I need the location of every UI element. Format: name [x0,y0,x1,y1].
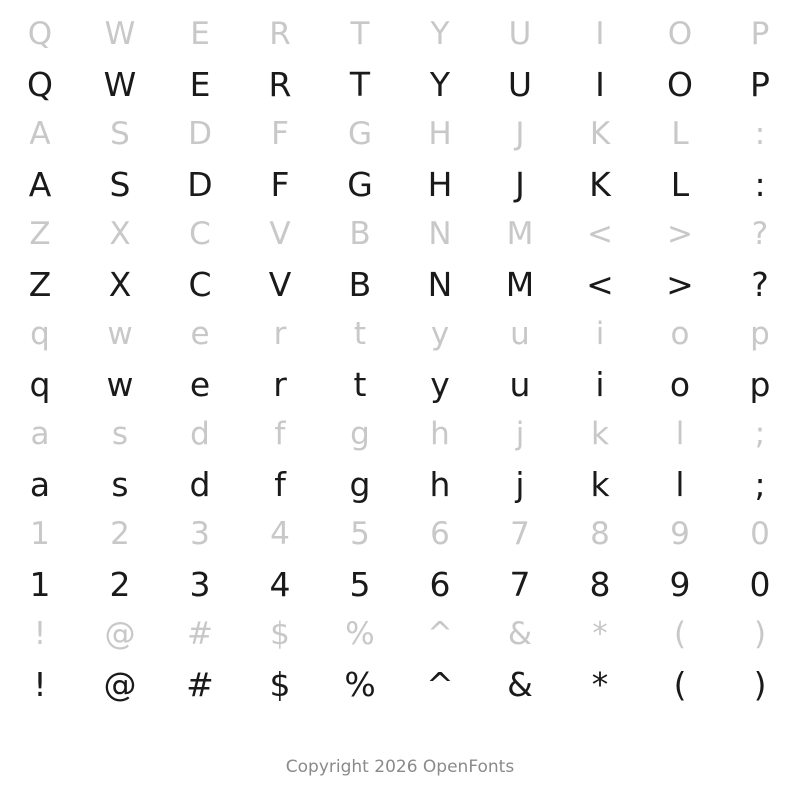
glyph-cell: P [750,16,770,52]
glyph-cell: G [347,165,373,204]
glyph-cell: % [344,665,376,704]
glyph-cell: C [188,265,212,304]
glyph-cell: I [595,16,605,52]
glyph-cell: B [349,216,371,252]
glyph-cell: L [671,116,689,152]
glyph-cell: i [595,316,605,352]
glyph-row-ghost [0,306,800,356]
glyph-cell: O [667,16,693,52]
glyph-cell: s [111,465,129,504]
glyph-cell: U [508,16,532,52]
glyph-cell: y [430,365,450,404]
glyph-row [0,156,800,206]
glyph-cell: % [345,616,375,652]
glyph-cell: ! [33,665,47,704]
glyph-cell: ^ [427,616,453,652]
glyph-cell: e [190,316,210,352]
glyph-cell: 3 [190,516,210,552]
glyph-cell: ? [751,265,769,304]
glyph-cell: W [104,16,136,52]
glyph-cell: E [189,65,211,104]
glyph-cell: R [269,16,291,52]
glyph-cell: Q [27,65,53,104]
glyph-cell: 5 [350,516,370,552]
glyph-cell: B [348,265,372,304]
glyph-row [0,656,800,706]
glyph-row-ghost [0,206,800,256]
glyph-cell: 5 [349,565,371,604]
glyph-cell: q [29,365,51,404]
glyph-cell: 9 [669,565,691,604]
glyph-cell: t [353,365,367,404]
glyph-cell: P [750,65,770,104]
glyph-cell: 7 [509,565,531,604]
glyph-cell: w [107,316,133,352]
glyph-cell: a [29,465,51,504]
glyph-cell: 4 [270,516,290,552]
glyph-row [0,456,800,506]
glyph-cell: K [589,116,611,152]
glyph-cell: e [189,365,211,404]
glyph-cell: 9 [670,516,690,552]
glyph-cell: r [273,316,287,352]
glyph-cell: V [268,265,292,304]
glyph-row [0,556,800,606]
glyph-cell: 1 [29,565,51,604]
glyph-cell: o [669,365,691,404]
glyph-cell: @ [103,665,137,704]
glyph-cell: $ [269,665,291,704]
glyph-cell: 6 [430,516,450,552]
glyph-cell: u [509,365,531,404]
glyph-cell: Q [27,16,53,52]
glyph-cell: ; [754,465,766,504]
glyph-cell: F [271,116,289,152]
glyph-cell: i [595,365,605,404]
copyright-notice: Copyright 2026 OpenFonts [285,757,515,777]
glyph-cell: f [274,465,286,504]
glyph-cell: S [109,165,131,204]
glyph-cell: > [667,216,693,252]
glyph-cell: f [274,416,286,452]
glyph-cell: t [353,316,367,352]
glyph-row [0,356,800,406]
glyph-cell: g [350,416,370,452]
glyph-cell: F [270,165,290,204]
glyph-cell: & [507,616,533,652]
glyph-cell: : [754,165,766,204]
glyph-cell: p [749,365,771,404]
glyph-cell: * [591,665,609,704]
glyph-cell: M [505,265,535,304]
glyph-cell: d [189,465,211,504]
glyph-cell: Y [430,16,450,52]
glyph-cell: O [667,65,693,104]
glyph-cell: h [430,416,450,452]
glyph-cell: Y [429,65,451,104]
glyph-cell: > [666,265,694,304]
glyph-cell: M [506,216,534,252]
glyph-cell: 2 [110,516,130,552]
glyph-row-ghost [0,106,800,156]
glyph-cell: 8 [590,516,610,552]
glyph-cell: T [350,16,370,52]
glyph-cell: H [427,165,453,204]
glyph-cell: U [507,65,533,104]
glyph-cell: l [675,465,685,504]
glyph-cell: j [515,416,525,452]
glyph-cell: ( [673,665,687,704]
glyph-cell: E [190,16,210,52]
glyph-cell: L [670,165,690,204]
glyph-row [0,56,800,106]
glyph-cell: 0 [749,565,771,604]
glyph-cell: ? [751,216,769,252]
glyph-cell: 3 [189,565,211,604]
glyph-cell: d [190,416,210,452]
glyph-cell: o [670,316,690,352]
glyph-cell: r [273,365,287,404]
glyph-cell: & [507,665,533,704]
glyph-cell: : [754,116,766,152]
glyph-cell: D [187,165,213,204]
glyph-cell: A [29,116,51,152]
glyph-cell: $ [270,616,290,652]
glyph-cell: 2 [109,565,131,604]
glyph-cell: T [349,65,371,104]
glyph-cell: q [30,316,50,352]
glyph-cell: l [675,416,685,452]
glyph-cell: k [590,465,610,504]
glyph-cell: ; [754,416,766,452]
glyph-cell: ( [673,616,687,652]
glyph-cell: @ [104,616,136,652]
glyph-cell: u [510,316,530,352]
glyph-row-ghost [0,6,800,56]
glyph-row-ghost [0,406,800,456]
glyph-cell: G [347,116,373,152]
glyph-cell: ! [33,616,47,652]
glyph-cell: y [430,316,450,352]
glyph-cell: H [428,116,452,152]
glyph-cell: N [427,265,453,304]
glyph-cell: a [30,416,50,452]
glyph-cell: ) [753,665,767,704]
glyph-cell: # [186,665,214,704]
glyph-cell: g [349,465,371,504]
glyph-cell: K [589,165,611,204]
glyph-cell: 1 [30,516,50,552]
glyph-cell: 4 [269,565,291,604]
glyph-cell: ^ [426,665,454,704]
glyph-row-ghost [0,606,800,656]
glyph-cell: s [111,416,129,452]
glyph-cell: X [109,216,131,252]
glyph-cell: * [592,616,608,652]
glyph-cell: < [586,265,614,304]
glyph-cell: J [515,165,525,204]
glyph-cell: 8 [589,565,611,604]
glyph-cell: # [187,616,213,652]
glyph-cell: D [188,116,212,152]
glyph-cell: S [110,116,130,152]
glyph-cell: A [28,165,52,204]
glyph-cell: 7 [510,516,530,552]
glyph-row [0,256,800,306]
glyph-cell: Z [29,216,51,252]
glyph-cell: X [108,265,132,304]
glyph-cell: V [269,216,291,252]
glyph-cell: 0 [750,516,770,552]
glyph-cell: k [591,416,609,452]
glyph-cell: Z [28,265,52,304]
glyph-cell: ) [753,616,767,652]
glyph-cell: I [595,65,605,104]
glyph-cell: R [268,65,292,104]
glyph-cell: w [106,365,134,404]
glyph-row-ghost [0,506,800,556]
glyph-cell: N [428,216,452,252]
glyph-cell: j [515,465,525,504]
glyph-cell: W [103,65,137,104]
glyph-cell: < [587,216,613,252]
glyph-cell: h [429,465,451,504]
glyph-cell: C [189,216,211,252]
glyph-cell: 6 [429,565,451,604]
glyph-cell: J [515,116,525,152]
glyph-cell: p [750,316,770,352]
